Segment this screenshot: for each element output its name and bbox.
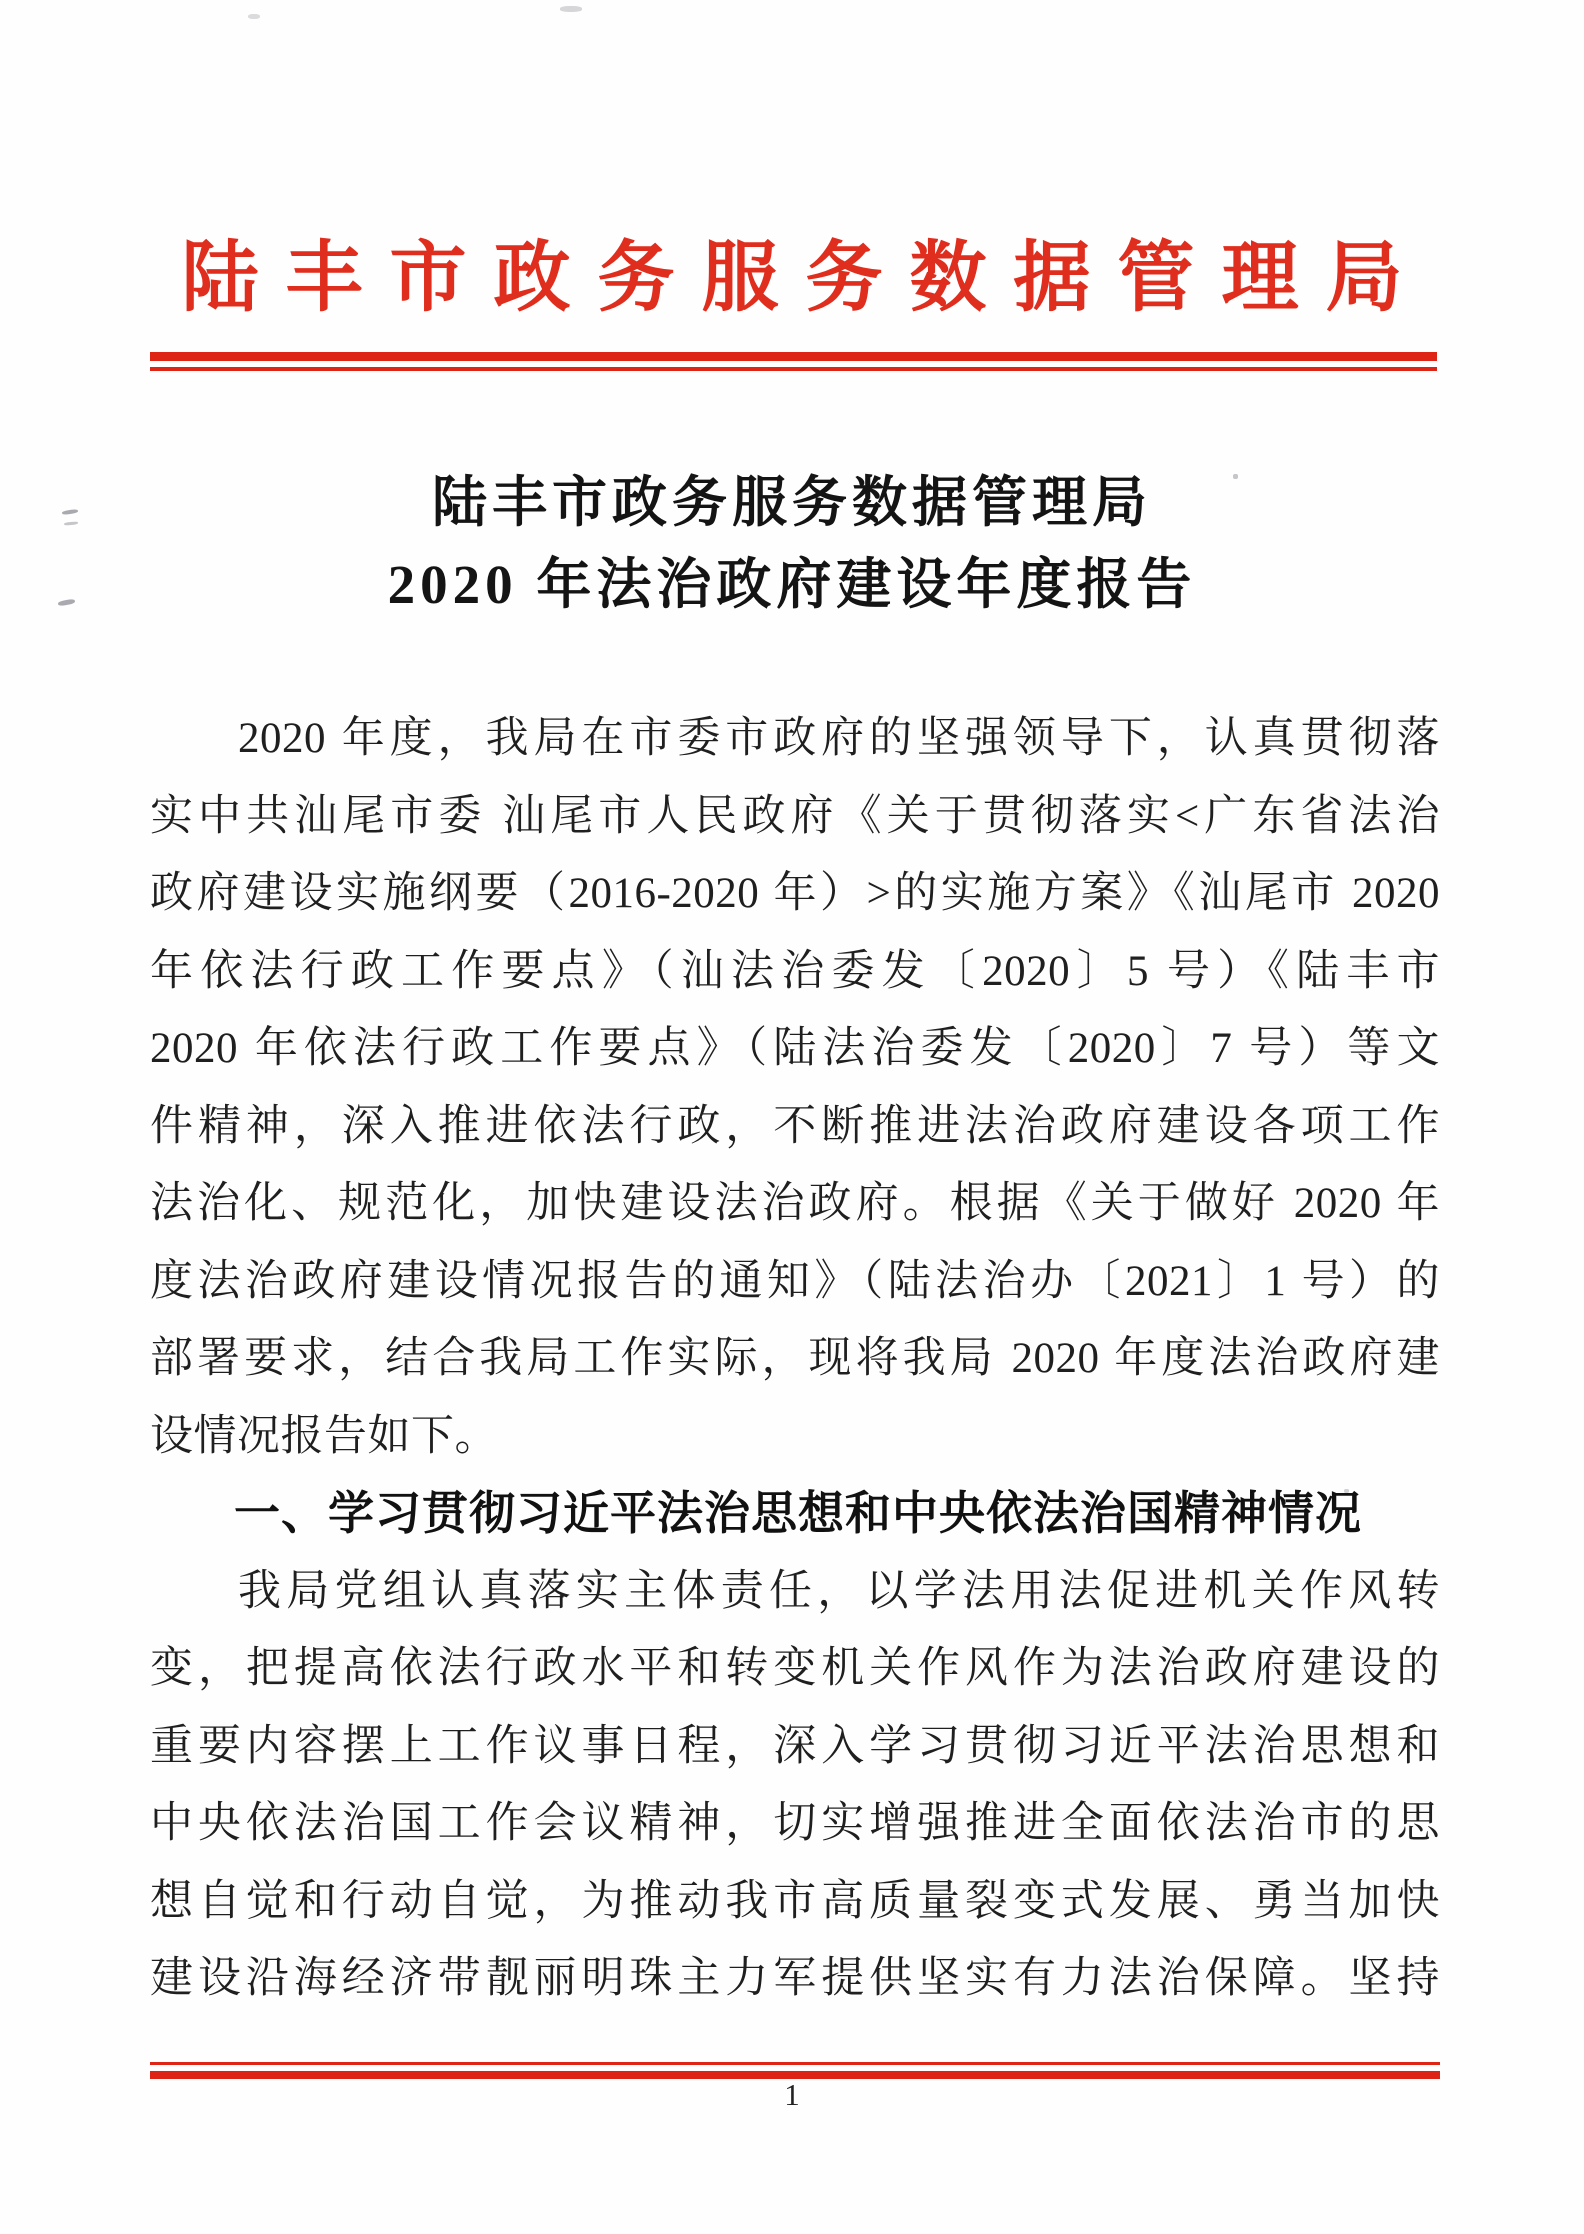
document-title-line-1: 陆丰市政务服务数据管理局 (431, 472, 1152, 533)
paragraph-section-1 (150, 1553, 1440, 2018)
body-text-line: 2020 年度，我局在市委市政府的坚强领导下，认真贯彻落 (238, 715, 1440, 762)
paragraph-intro (150, 700, 1440, 1475)
body-text-line: 建设沿海经济带靓丽明珠主力军提供坚实有力法治保障。坚持 (150, 1955, 1440, 2002)
scan-speck (248, 14, 260, 19)
body-text-line: 中央依法治国工作会议精神，切实增强推进全面依法治市的思 (150, 1800, 1440, 1847)
document-title-line-2: 2020 年法治政府建设年度报告 (387, 554, 1197, 615)
body-text-line: 变，把提高依法行政水平和转变机关作风作为法治政府建设的 (150, 1645, 1440, 1692)
body-text-line: 件精神，深入推进依法行政，不断推进法治政府建设各项工作 (150, 1102, 1440, 1150)
page-number: 1 (784, 2077, 800, 2112)
body-text-line: 设情况报告如下。 (150, 1412, 498, 1460)
body-text-line: 法治化、规范化，加快建设法治政府。根据《关于做好 2020 年 (150, 1180, 1440, 1227)
section-heading-1: 一、学习贯彻习近平法治思想和中央依法治国精神情况 (234, 1487, 1362, 1539)
letterhead-rule-thin (150, 367, 1437, 371)
footer-rule-thin (150, 2062, 1440, 2065)
body-text-line: 2020 年依法行政工作要点》（陆法治委发〔2020〕7 号）等文 (150, 1025, 1440, 1072)
body-text-line: 部署要求，结合我局工作实际，现将我局 2020 年度法治政府建 (150, 1335, 1440, 1382)
body-text-line: 想自觉和行动自觉，为推动我市高质量裂变式发展、勇当加快 (150, 1877, 1440, 1925)
body-text-line: 度法治政府建设情况报告的通知》（陆法治办〔2021〕1 号）的 (150, 1257, 1440, 1305)
letterhead-agency-name: 陆丰市政务服务数据管理局 (181, 235, 1430, 321)
body-text-line: 实中共汕尾市委 汕尾市人民政府《关于贯彻落实<广东省法治 (150, 792, 1440, 840)
document-title (0, 462, 1584, 626)
body-text-line: 年依法行政工作要点》（汕法治委发〔2020〕5 号）《陆丰市 (150, 947, 1440, 995)
body-text-line: 我局党组认真落实主体责任，以学法用法促进机关作风转 (238, 1567, 1440, 1615)
scan-speck (560, 6, 582, 12)
body-text (150, 700, 1440, 2018)
body-text-line: 重要内容摆上工作议事日程，深入学习贯彻习近平法治思想和 (150, 1722, 1440, 1770)
scan-speck (1344, 1489, 1349, 1493)
letterhead-rule-thick (150, 352, 1437, 361)
scan-speck (1233, 474, 1238, 479)
body-text-line: 政府建设实施纲要（2016-2020 年）>的实施方案》《汕尾市 2020 (150, 870, 1440, 917)
